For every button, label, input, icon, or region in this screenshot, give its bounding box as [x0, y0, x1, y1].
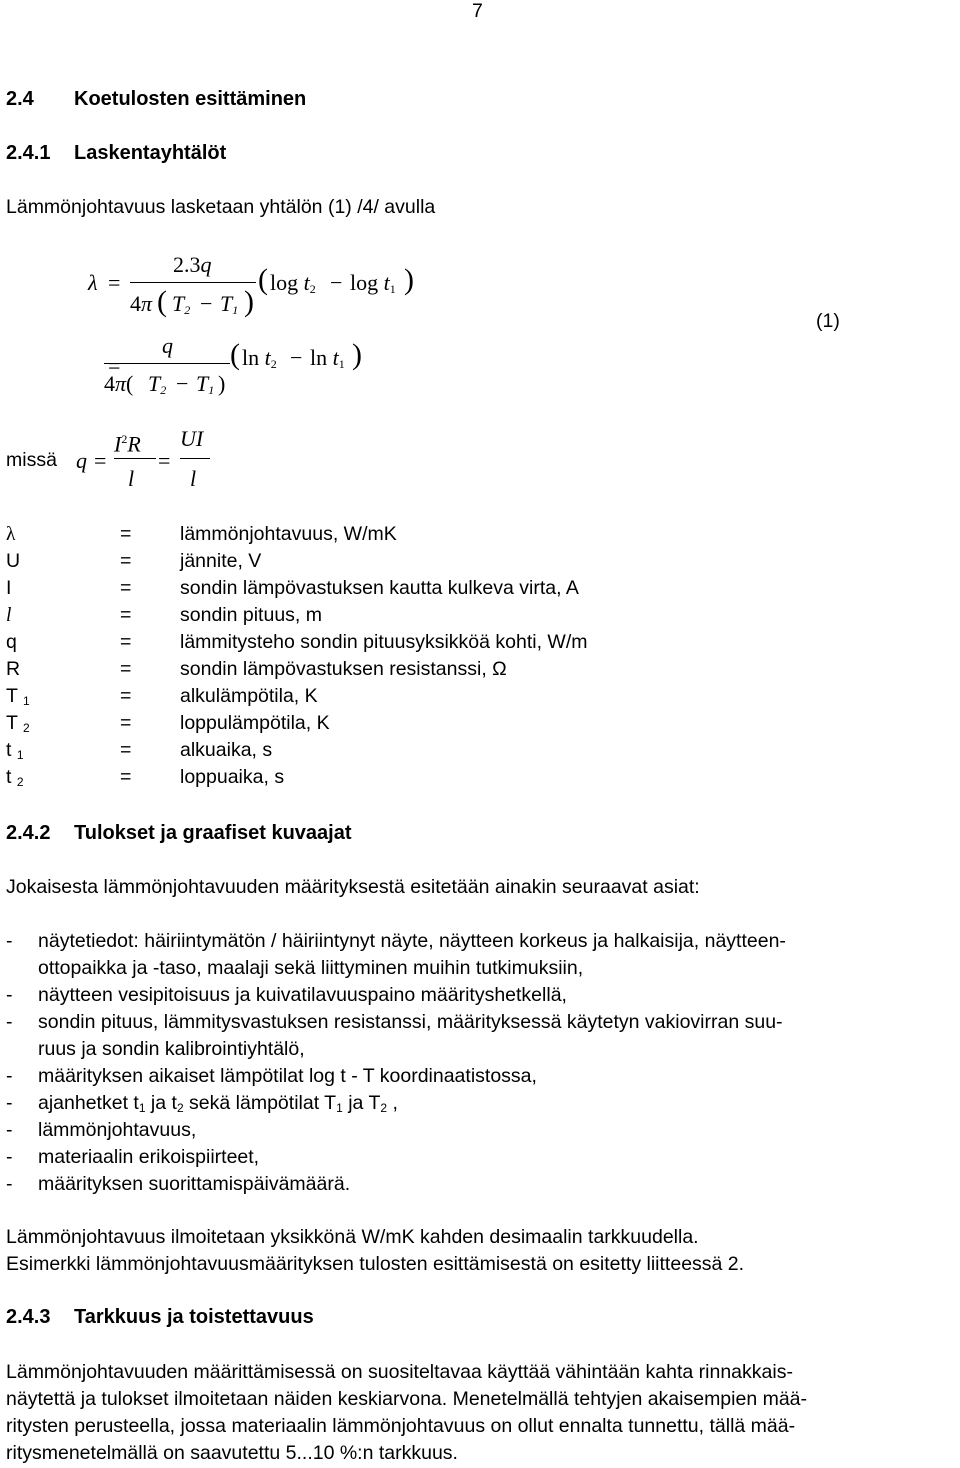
accuracy-line: ritysten perusteella, jossa materiaalin lämmönjohtavuus on ollut ennalta tunnettu, tällä mää- [6, 1415, 796, 1437]
missa-label: missä [6, 449, 57, 471]
accuracy-line: ritysmenetelmällä on saavutettu 5...10 %:n tarkkuus. [6, 1442, 458, 1464]
accuracy-line: näytettä ja tulokset ilmoitetaan näiden keskiarvona. Menetelmällä tehtyjen akaisempien mää- [6, 1388, 808, 1410]
eq-num-1: 2.3q [173, 252, 212, 277]
eq-ln-term: $\ln t_2$ [242, 345, 277, 371]
eq-num-2: q [162, 333, 173, 358]
subsection-title: Laskentayhtälöt [74, 142, 227, 164]
results-intro: Jokaisesta lämmönjohtavuuden määrityksestä esitetään ainakin seuraavat asiat: [6, 876, 700, 898]
eq-den-2: 4π( [104, 371, 134, 396]
equation-number: (1) [816, 310, 840, 332]
eq-den-1: 4π [130, 291, 153, 316]
eq-lambda: λ [88, 270, 98, 295]
accuracy-line: Lämmönjohtavuuden määrittämisessä on suositeltavaa käyttää vähintään kahta rinnakkais- [6, 1361, 793, 1383]
eq-fraction-bar-1 [130, 282, 256, 283]
eq-equals-2: = [108, 353, 121, 378]
page-number: 7 [472, 0, 483, 22]
eq-log-term: $\log t_2$ [270, 270, 316, 296]
section-title: Koetulosten esittäminen [74, 88, 307, 110]
subsection-number: 2.4.1 [6, 142, 51, 164]
result-paragraph-1: Lämmönjohtavuus ilmoitetaan yksikkönä W/mK kahden desimaalin tarkkuudella. [6, 1226, 699, 1248]
subsection-title: Tulokset ja graafiset kuvaajat [74, 822, 352, 844]
subsection-number: 2.4.3 [6, 1306, 51, 1328]
subsection-title: Tarkkuus ja toistettavuus [74, 1306, 314, 1328]
eq-equals-1: = [108, 270, 121, 295]
subsection-number: 2.4.2 [6, 822, 51, 844]
section-number: 2.4 [6, 88, 34, 110]
result-paragraph-2: Esimerkki lämmönjohtavuusmäärityksen tulosten esittämisestä on esitetty liitteessä 2. [6, 1253, 745, 1275]
eq-fraction-bar-2 [104, 363, 230, 364]
intro-text: Lämmönjohtavuus lasketaan yhtälön (1) /4/ avulla [6, 196, 436, 218]
